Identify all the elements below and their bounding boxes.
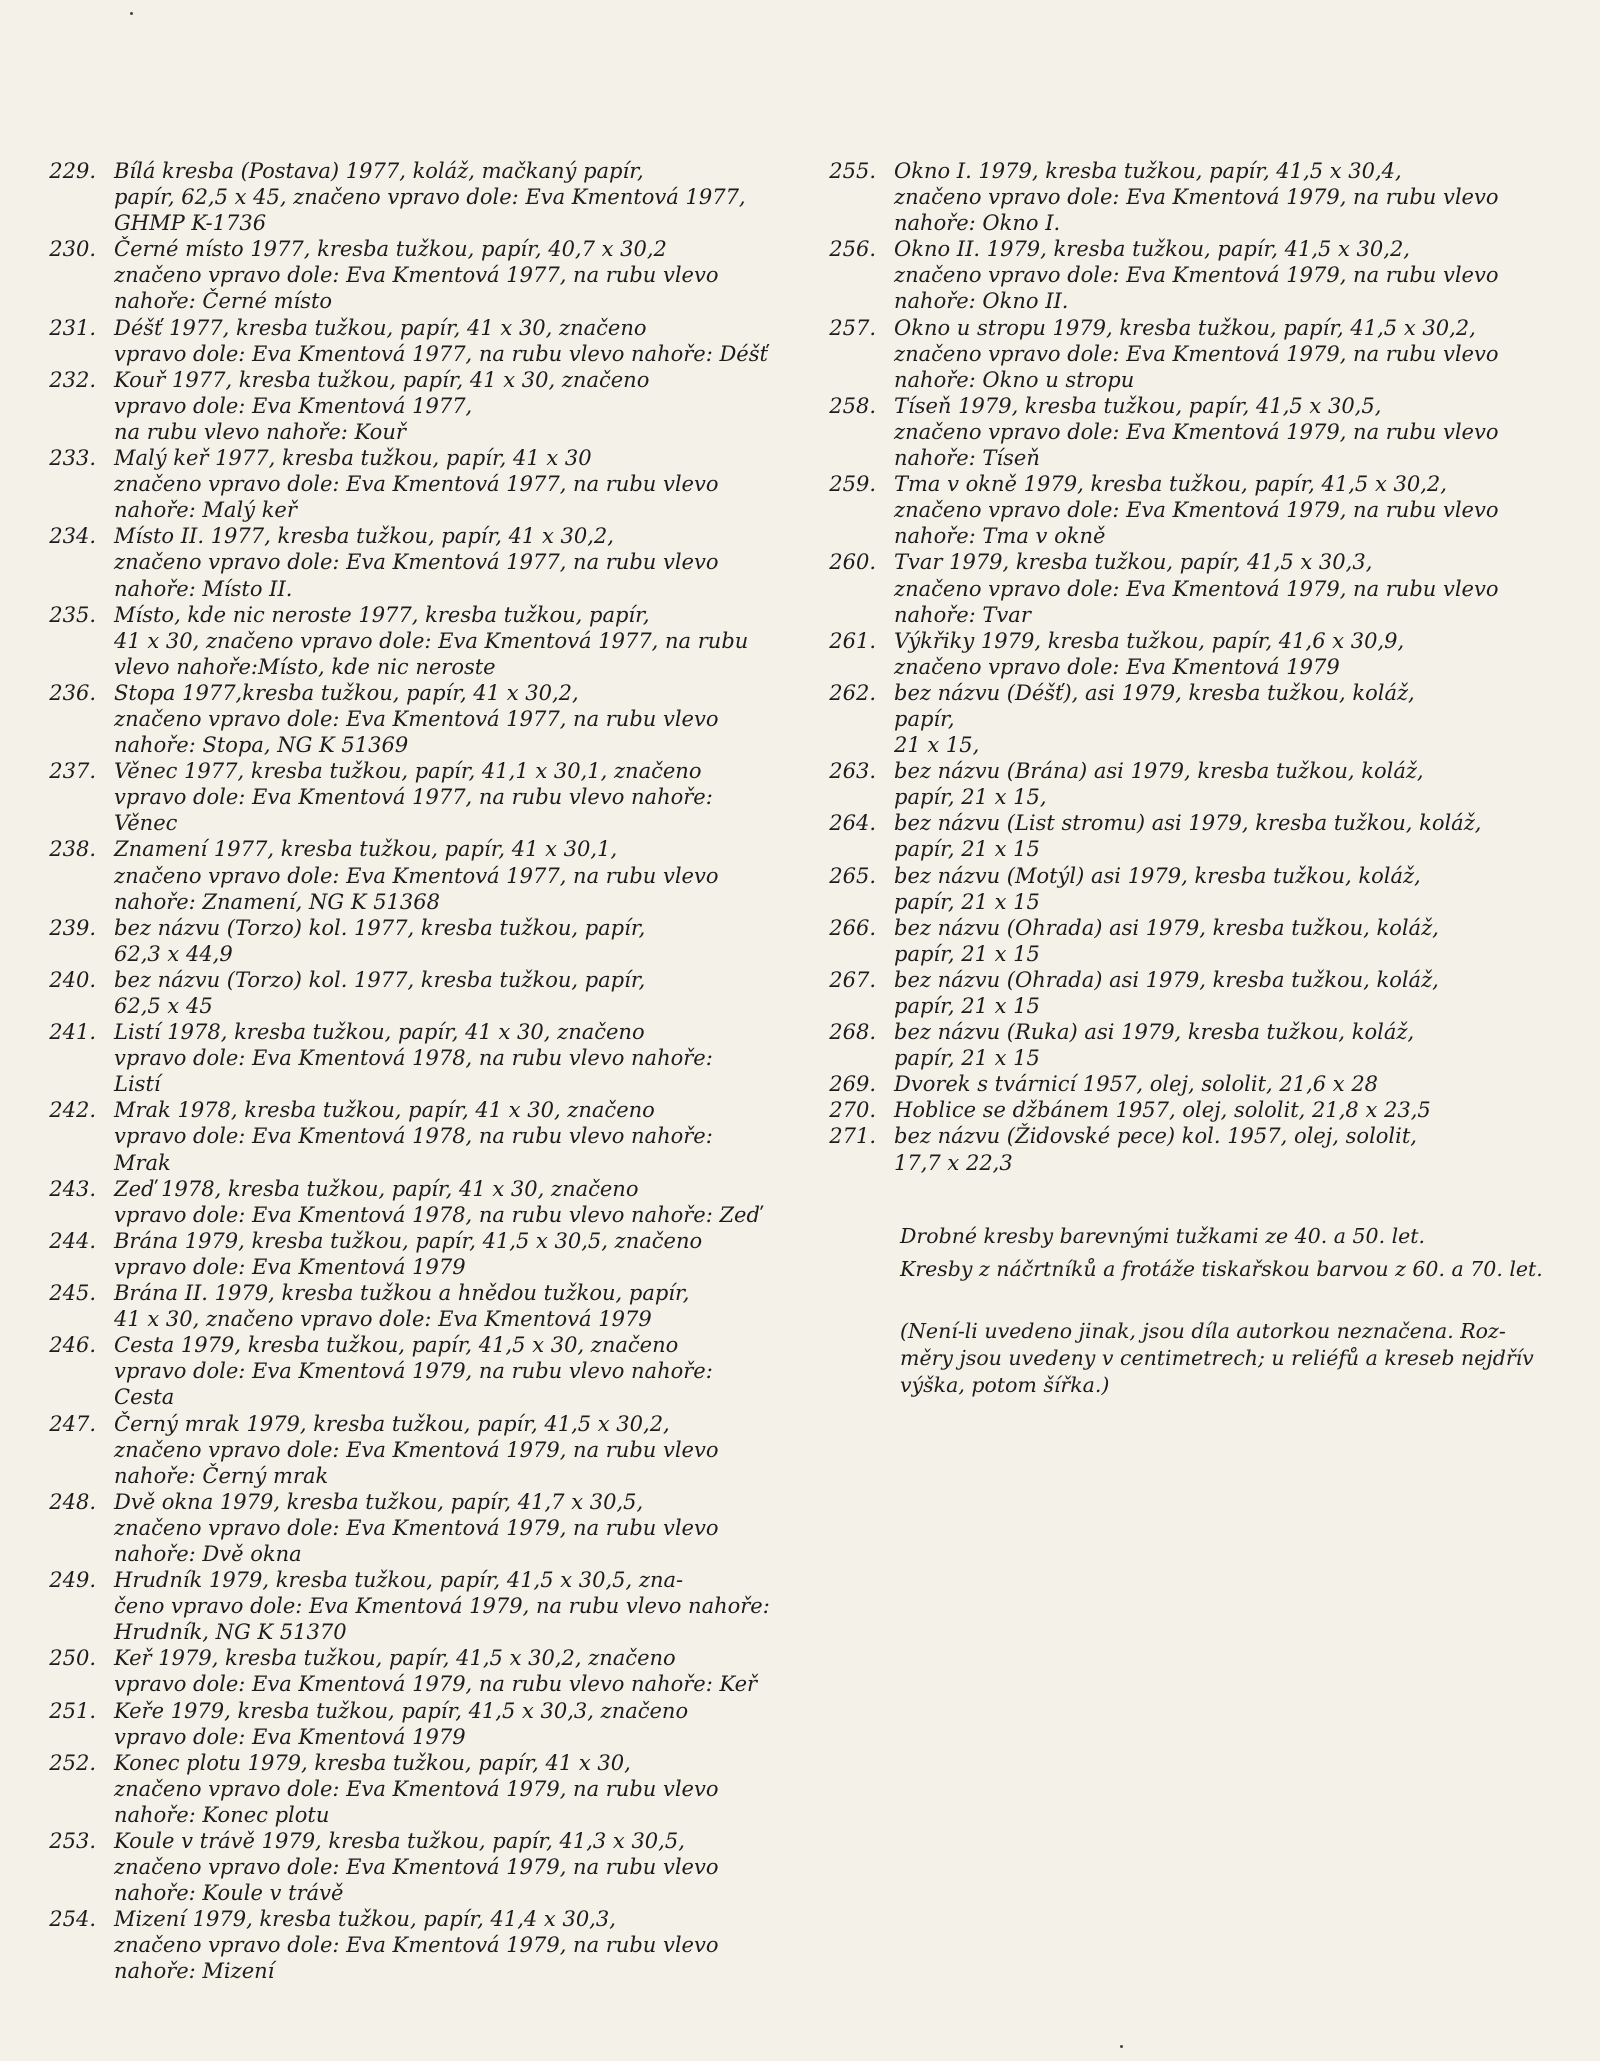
entry-line: značeno vpravo dole: Eva Kmentová 1979, na rubu vlevo	[894, 341, 1499, 366]
entry-line: Zeď 1978, kresba tužkou, papír, 41 x 30, značeno	[114, 1176, 639, 1201]
entry-line: Dvě okna 1979, kresba tužkou, papír, 41,7 x 30,5,	[114, 1489, 644, 1514]
catalog-column-right	[820, 158, 1590, 1176]
entry-line: Brána 1979, kresba tužkou, papír, 41,5 x 30,5, značeno	[114, 1228, 703, 1253]
catalog-entry	[40, 1019, 820, 1097]
entry-line: Stopa 1977,kresba tužkou, papír, 41 x 30,2,	[114, 680, 579, 705]
entry-line: Listí	[114, 1072, 161, 1097]
entry-line: Konec plotu 1979, kresba tužkou, papír, 41 x 30,	[114, 1750, 631, 1775]
legend-line: (Není-li uvedeno jinak, jsou díla autorkou neznačena. Roz-	[900, 1319, 1506, 1343]
entry-line: papír,	[894, 706, 955, 731]
entry-line: Listí 1978, kresba tužkou, papír, 41 x 30, značeno	[114, 1020, 645, 1045]
entry-number: 229.	[49, 159, 96, 183]
entry-line: papír, 62,5 x 45, značeno vpravo dole: Eva Kmentová 1977,	[114, 185, 746, 210]
entry-text	[114, 1332, 820, 1410]
entry-line: bez názvu (Torzo) kol. 1977, kresba tužkou, papír,	[114, 915, 646, 940]
catalog-entry	[820, 236, 1590, 314]
entry-number: 233.	[49, 446, 96, 471]
entry-line: značeno vpravo dole: Eva Kmentová 1979, na rubu vlevo	[894, 185, 1499, 210]
entry-line: nahoře: Mizení	[114, 1959, 275, 1984]
catalog-entry	[40, 1411, 820, 1489]
entry-line: vlevo nahoře:Místo, kde nic neroste	[114, 654, 496, 679]
catalog-entry	[40, 1828, 820, 1906]
entry-number: 242.	[49, 1098, 96, 1123]
entry-line: bez názvu (Ruka) asi 1979, kresba tužkou, koláž,	[894, 1020, 1415, 1045]
entry-number: 252.	[49, 1750, 96, 1775]
entry-number: 268.	[829, 1020, 876, 1045]
entry-line: bez názvu (Brána) asi 1979, kresba tužkou, koláž,	[894, 759, 1424, 784]
entry-text	[114, 1019, 820, 1097]
entry-number: 257.	[829, 315, 876, 340]
entry-line: 17,7 x 22,3	[894, 1150, 1013, 1175]
entry-line: Keř 1979, kresba tužkou, papír, 41,5 x 30,2, značeno	[114, 1646, 676, 1671]
entry-text	[114, 1411, 820, 1489]
catalog-entry	[40, 1750, 820, 1828]
entry-line: papír, 21 x 15	[894, 941, 1040, 966]
entry-text	[114, 1567, 820, 1645]
entry-number: 232.	[49, 367, 96, 392]
note-line: Drobné kresby barevnými tužkami ze 40. a 50. let.	[900, 1224, 1426, 1248]
entry-line: Tma v okně 1979, kresba tužkou, papír, 41,5 x 30,2,	[894, 472, 1447, 497]
entry-number: 259.	[829, 472, 876, 497]
entry-text	[894, 315, 1590, 393]
catalog-entry	[40, 680, 820, 758]
entry-text	[894, 863, 1590, 915]
entry-line: bez názvu (Déšť), asi 1979, kresba tužkou, koláž,	[894, 680, 1415, 705]
entry-line: Hrudník 1979, kresba tužkou, papír, 41,5 x 30,5, zna-	[114, 1568, 684, 1593]
catalog-entry	[40, 758, 820, 836]
catalog-entry	[820, 393, 1590, 471]
entry-line: bez názvu (Torzo) kol. 1977, kresba tužkou, papír,	[114, 967, 646, 992]
catalog-entry	[40, 1645, 820, 1697]
catalog-entry	[40, 1698, 820, 1750]
catalog-entry	[40, 367, 820, 445]
paper-speck	[130, 12, 133, 15]
entry-number: 231.	[49, 315, 96, 340]
entry-number: 249.	[49, 1568, 96, 1593]
entry-text	[114, 602, 820, 680]
entry-text	[894, 549, 1590, 627]
entry-text	[894, 471, 1590, 549]
catalog-entry	[820, 967, 1590, 1019]
catalog-column-left	[40, 158, 820, 1985]
entry-line: 62,3 x 44,9	[114, 941, 233, 966]
entry-number: 262.	[829, 680, 876, 705]
entry-line: bez názvu (Ohrada) asi 1979, kresba tužkou, koláž,	[894, 915, 1439, 940]
entry-line: Dvorek s tvárnicí 1957, olej, sololit, 21,6 x 28	[894, 1072, 1379, 1097]
entry-line: značeno vpravo dole: Eva Kmentová 1977, na rubu vlevo	[114, 863, 719, 888]
entry-number: 236.	[49, 680, 96, 705]
catalog-entry	[820, 628, 1590, 680]
catalog-entry	[40, 967, 820, 1019]
entry-text	[894, 236, 1590, 314]
entry-number: 255.	[829, 159, 876, 183]
entry-text	[114, 1228, 820, 1280]
catalog-entry	[820, 549, 1590, 627]
entry-line: vpravo dole: Eva Kmentová 1978, na rubu vlevo nahoře: Zeď	[114, 1202, 760, 1227]
entry-line: vpravo dole: Eva Kmentová 1977, na rubu vlevo nahoře: Déšť	[114, 341, 768, 366]
entry-text	[114, 315, 820, 367]
entry-line: Okno I. 1979, kresba tužkou, papír, 41,5 x 30,4,	[894, 159, 1402, 183]
entry-line: bez názvu (Motýl) asi 1979, kresba tužkou, koláž,	[894, 863, 1421, 888]
legend-line: výška, potom šířka.)	[900, 1373, 1110, 1397]
entry-text	[114, 836, 820, 914]
catalog-entry	[40, 1176, 820, 1228]
entry-line: Černé místo 1977, kresba tužkou, papír, 40,7 x 30,2	[114, 237, 667, 262]
note-line: Kresby z náčrtníků a frotáže tiskařskou barvou z 60. a 70. let.	[900, 1257, 1543, 1281]
entry-number: 267.	[829, 967, 876, 992]
entry-line: Věnec 1977, kresba tužkou, papír, 41,1 x 30,1, značeno	[114, 759, 702, 784]
entry-text	[894, 1097, 1590, 1123]
entry-number: 237.	[49, 759, 96, 784]
entry-text	[894, 810, 1590, 862]
entry-line: Keře 1979, kresba tužkou, papír, 41,5 x 30,3, značeno	[114, 1698, 689, 1723]
catalog-entry	[820, 863, 1590, 915]
entry-text	[894, 915, 1590, 967]
entry-line: Mrak	[114, 1150, 171, 1175]
entry-text	[114, 1097, 820, 1175]
entry-text	[894, 967, 1590, 1019]
entry-line: Koule v trávě 1979, kresba tužkou, papír, 41,3 x 30,5,	[114, 1829, 685, 1853]
entry-number: 248.	[49, 1489, 96, 1514]
entry-line: značeno vpravo dole: Eva Kmentová 1979, na rubu vlevo	[894, 419, 1499, 444]
entry-line: nahoře: Tvar	[894, 602, 1031, 627]
entry-line: bez názvu (List stromu) asi 1979, kresba tužkou, koláž,	[894, 811, 1482, 836]
entry-line: Cesta	[114, 1385, 175, 1410]
entry-line: vpravo dole: Eva Kmentová 1977, na rubu vlevo nahoře:	[114, 785, 713, 810]
catalog-entry	[40, 1906, 820, 1984]
entry-line: GHMP K-1736	[114, 211, 267, 236]
entry-line: papír, 21 x 15	[894, 994, 1040, 1018]
catalog-entry	[40, 158, 820, 236]
catalog-entry	[40, 1489, 820, 1567]
entry-line: značeno vpravo dole: Eva Kmentová 1979, na rubu vlevo	[114, 1437, 719, 1462]
catalog-entry	[820, 680, 1590, 758]
entry-line: nahoře: Okno I.	[894, 211, 1061, 236]
entry-line: Věnec	[114, 811, 178, 836]
entry-line: Cesta 1979, kresba tužkou, papír, 41,5 x 30, značeno	[114, 1333, 679, 1358]
entry-line: nahoře: Koule v trávě	[114, 1881, 344, 1906]
catalog-entry	[40, 523, 820, 601]
entry-line: 21 x 15,	[894, 733, 980, 758]
entry-line: Brána II. 1979, kresba tužkou a hnědou tužkou, papír,	[114, 1281, 690, 1306]
entry-text	[114, 367, 820, 445]
entry-text	[114, 680, 820, 758]
entry-line: značeno vpravo dole: Eva Kmentová 1979, na rubu vlevo	[114, 1515, 719, 1540]
entry-text	[894, 628, 1590, 680]
entry-text	[114, 915, 820, 967]
entry-text	[114, 236, 820, 314]
entry-line: nahoře: Dvě okna	[114, 1541, 302, 1566]
catalog-entry	[40, 1567, 820, 1645]
entry-number: 251.	[49, 1698, 96, 1723]
catalog-entry	[820, 758, 1590, 810]
entry-line: značeno vpravo dole: Eva Kmentová 1977, na rubu vlevo	[114, 472, 719, 497]
entry-number: 243.	[49, 1176, 96, 1201]
entry-text	[114, 1645, 820, 1697]
entry-line: Černý mrak 1979, kresba tužkou, papír, 41,5 x 30,2,	[114, 1411, 670, 1436]
entry-number: 239.	[49, 915, 96, 940]
catalog-entry	[820, 915, 1590, 967]
catalog-entry	[820, 1019, 1590, 1071]
entry-line: papír, 21 x 15,	[894, 785, 1047, 810]
legend-block	[900, 1318, 1590, 1399]
entry-line: Mrak 1978, kresba tužkou, papír, 41 x 30, značeno	[114, 1098, 655, 1123]
catalog-entry	[40, 445, 820, 523]
entry-line: 41 x 30, značeno vpravo dole: Eva Kmentová 1977, na rubu	[114, 628, 749, 653]
entry-line: značeno vpravo dole: Eva Kmentová 1977, na rubu vlevo	[114, 550, 719, 575]
catalog-entry	[40, 1097, 820, 1175]
entry-text	[114, 1489, 820, 1567]
entry-line: značeno vpravo dole: Eva Kmentová 1979, na rubu vlevo	[114, 1933, 719, 1958]
entry-line: značeno vpravo dole: Eva Kmentová 1979	[894, 654, 1340, 679]
entry-number: 244.	[49, 1228, 96, 1253]
entry-line: Místo II. 1977, kresba tužkou, papír, 41 x 30,2,	[114, 524, 614, 549]
legend-line: měry jsou uvedeny v centimetrech; u reliéfů a kreseb nejdřív	[900, 1346, 1534, 1370]
catalog-entry	[820, 1123, 1590, 1175]
entry-line: nahoře: Konec plotu	[114, 1802, 330, 1827]
entry-text	[114, 523, 820, 601]
catalog-entry	[820, 810, 1590, 862]
entry-text	[114, 1906, 820, 1984]
entry-line: vpravo dole: Eva Kmentová 1979	[114, 1724, 466, 1749]
entry-text	[894, 758, 1590, 810]
entry-line: nahoře: Černý mrak	[114, 1463, 329, 1488]
entry-number: 266.	[829, 915, 876, 940]
entry-number: 261.	[829, 628, 876, 653]
entry-text	[114, 1176, 820, 1228]
entry-number: 265.	[829, 863, 876, 888]
entry-number: 245.	[49, 1281, 96, 1306]
entry-text	[894, 158, 1590, 236]
catalog-entry	[820, 158, 1590, 236]
entry-line: Znamení 1977, kresba tužkou, papír, 41 x 30,1,	[114, 837, 618, 862]
entry-line: značeno vpravo dole: Eva Kmentová 1979, na rubu vlevo	[114, 1776, 719, 1801]
entry-line: nahoře: Okno u stropu	[894, 367, 1135, 392]
entry-line: papír, 21 x 15	[894, 889, 1040, 914]
catalog-entry	[40, 1280, 820, 1332]
entry-number: 230.	[49, 237, 96, 262]
entry-number: 260.	[829, 550, 876, 575]
entry-text	[894, 1071, 1590, 1097]
entry-number: 254.	[49, 1907, 96, 1932]
entry-number: 238.	[49, 837, 96, 862]
entry-number: 246.	[49, 1333, 96, 1358]
entry-number: 258.	[829, 393, 876, 418]
entry-line: Hrudník, NG K 51370	[114, 1620, 347, 1645]
entry-text	[894, 1019, 1590, 1071]
entry-line: nahoře: Okno II.	[894, 289, 1069, 314]
entry-line: Déšť 1977, kresba tužkou, papír, 41 x 30, značeno	[114, 315, 647, 340]
paper-speck	[1120, 2045, 1123, 2048]
entry-line: 62,5 x 45	[114, 994, 213, 1018]
entry-line: nahoře: Tíseň	[894, 446, 1040, 471]
catalog-entry	[820, 471, 1590, 549]
entry-line: nahoře: Stopa, NG K 51369	[114, 733, 409, 758]
entry-line: Výkřiky 1979, kresba tužkou, papír, 41,6 x 30,9,	[894, 628, 1405, 653]
entry-line: Tíseň 1979, kresba tužkou, papír, 41,5 x 30,5,	[894, 393, 1382, 418]
entry-number: 269.	[829, 1072, 876, 1097]
entry-line: nahoře: Černé místo	[114, 289, 333, 314]
entry-text	[114, 1750, 820, 1828]
entry-line: 41 x 30, značeno vpravo dole: Eva Kmentová 1979	[114, 1307, 652, 1332]
entry-number: 263.	[829, 759, 876, 784]
entry-line: Malý keř 1977, kresba tužkou, papír, 41 x 30	[114, 446, 592, 471]
catalog-entry	[40, 315, 820, 367]
entry-line: značeno vpravo dole: Eva Kmentová 1977, na rubu vlevo	[114, 263, 719, 288]
entry-line: Kouř 1977, kresba tužkou, papír, 41 x 30, značeno	[114, 367, 650, 392]
entry-text	[894, 1123, 1590, 1175]
entry-text	[894, 680, 1590, 758]
entry-line: Bílá kresba (Postava) 1977, koláž, mačkaný papír,	[114, 159, 644, 183]
entry-line: značeno vpravo dole: Eva Kmentová 1979, na rubu vlevo	[894, 576, 1499, 601]
catalog-entry	[40, 236, 820, 314]
entry-line: značeno vpravo dole: Eva Kmentová 1977, na rubu vlevo	[114, 706, 719, 731]
entry-line: značeno vpravo dole: Eva Kmentová 1979, na rubu vlevo	[894, 263, 1499, 288]
notes-block	[900, 1220, 1590, 1286]
entry-line: na rubu vlevo nahoře: Kouř	[114, 419, 406, 444]
entry-line: vpravo dole: Eva Kmentová 1978, na rubu vlevo nahoře:	[114, 1124, 713, 1149]
entry-text	[114, 758, 820, 836]
entry-line: nahoře: Tma v okně	[894, 524, 1106, 549]
entry-number: 250.	[49, 1646, 96, 1671]
entry-line: čeno vpravo dole: Eva Kmentová 1979, na rubu vlevo nahoře:	[114, 1594, 770, 1619]
entry-text	[114, 1280, 820, 1332]
entry-line: bez názvu (Židovské pece) kol. 1957, olej, sololit,	[894, 1124, 1417, 1149]
entry-number: 271.	[829, 1124, 876, 1149]
entry-text	[114, 445, 820, 523]
entry-number: 253.	[49, 1829, 96, 1853]
entry-number: 264.	[829, 811, 876, 836]
entry-line: značeno vpravo dole: Eva Kmentová 1979, na rubu vlevo	[114, 1855, 719, 1880]
entry-line: vpravo dole: Eva Kmentová 1977,	[114, 393, 473, 418]
entry-number: 270.	[829, 1098, 876, 1123]
entry-line: Okno u stropu 1979, kresba tužkou, papír, 41,5 x 30,2,	[894, 315, 1476, 340]
catalog-entry	[820, 315, 1590, 393]
entry-number: 256.	[829, 237, 876, 262]
entry-line: Hoblice se džbánem 1957, olej, sololit, 21,8 x 23,5	[894, 1098, 1431, 1123]
entry-line: vpravo dole: Eva Kmentová 1979, na rubu vlevo nahoře: Keř	[114, 1672, 758, 1697]
catalog-entry	[40, 915, 820, 967]
entry-line: nahoře: Malý keř	[114, 498, 297, 523]
catalog-entry	[40, 836, 820, 914]
entry-line: Místo, kde nic neroste 1977, kresba tužkou, papír,	[114, 602, 650, 627]
entry-line: papír, 21 x 15	[894, 1046, 1040, 1071]
catalog-entry	[820, 1097, 1590, 1123]
entry-number: 240.	[49, 967, 96, 992]
entry-line: Mizení 1979, kresba tužkou, papír, 41,4 x 30,3,	[114, 1907, 616, 1932]
entry-text	[894, 393, 1590, 471]
entry-line: vpravo dole: Eva Kmentová 1979	[114, 1254, 466, 1279]
entry-text	[114, 967, 820, 1019]
catalog-entry	[40, 1228, 820, 1280]
entry-text	[114, 1698, 820, 1750]
entry-line: bez názvu (Ohrada) asi 1979, kresba tužkou, koláž,	[894, 967, 1439, 992]
entry-line: nahoře: Místo II.	[114, 576, 293, 601]
entry-number: 234.	[49, 524, 96, 549]
entry-text	[114, 158, 820, 236]
entry-number: 247.	[49, 1411, 96, 1436]
catalog-entry	[820, 1071, 1590, 1097]
entry-number: 241.	[49, 1020, 96, 1045]
entry-line: nahoře: Znamení, NG K 51368	[114, 889, 440, 914]
entry-line: Tvar 1979, kresba tužkou, papír, 41,5 x 30,3,	[894, 550, 1373, 575]
catalog-entry	[40, 602, 820, 680]
entry-line: vpravo dole: Eva Kmentová 1979, na rubu vlevo nahoře:	[114, 1359, 713, 1384]
entry-line: papír, 21 x 15	[894, 837, 1040, 862]
entry-number: 235.	[49, 602, 96, 627]
entry-line: vpravo dole: Eva Kmentová 1978, na rubu vlevo nahoře:	[114, 1046, 713, 1071]
entry-text	[114, 1828, 820, 1906]
entry-line: značeno vpravo dole: Eva Kmentová 1979, na rubu vlevo	[894, 498, 1499, 523]
entry-line: Okno II. 1979, kresba tužkou, papír, 41,5 x 30,2,	[894, 237, 1410, 262]
catalog-entry	[40, 1332, 820, 1410]
